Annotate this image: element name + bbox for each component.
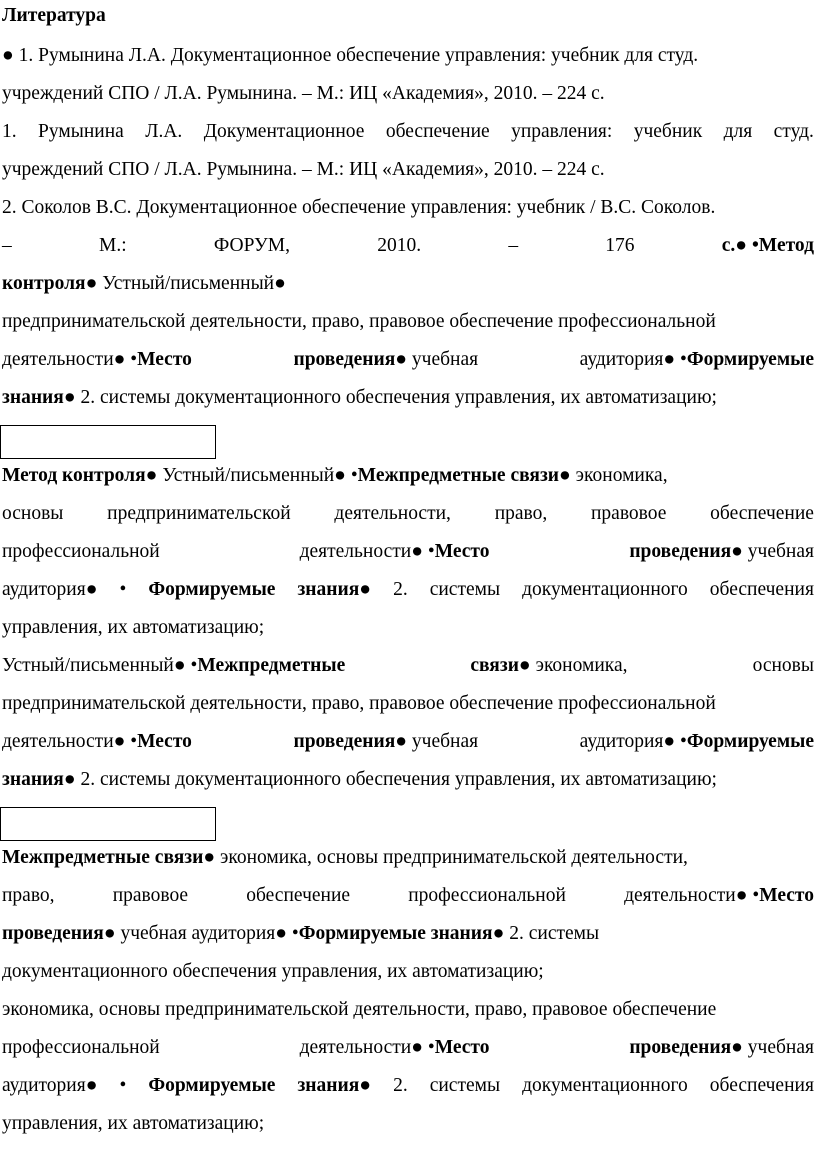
word: документационного: [522, 579, 688, 600]
text-segment: 176: [605, 235, 635, 256]
empty-field-box: [0, 425, 216, 459]
word: обеспечение: [710, 503, 814, 524]
word: обеспечение: [385, 121, 490, 142]
word: •: [119, 579, 127, 600]
text-segment: деятельности● •Место: [2, 349, 192, 370]
text-segment: проведения● учебная: [629, 541, 814, 562]
word: аудитория●: [2, 579, 98, 600]
word: 2.: [393, 579, 408, 600]
text-line: экономика, основы предпринимательской деятельности, право, правовое обеспечение: [2, 999, 717, 1020]
text-segment: связи● экономика,: [470, 655, 628, 676]
text-line: [2, 578, 814, 602]
text-line: [2, 730, 814, 754]
empty-field-box: [0, 807, 216, 841]
word: учебник: [633, 121, 703, 142]
word: •: [119, 1075, 127, 1096]
text-line: [2, 120, 814, 144]
word: знания●: [297, 1075, 372, 1096]
text-line: управления, их автоматизацию;: [2, 1113, 265, 1134]
text-segment: 2010.: [377, 235, 422, 256]
text-segment: правовое: [112, 885, 189, 906]
text-segment: проведения● учебная: [629, 1037, 814, 1058]
word: обеспечения: [709, 1075, 814, 1096]
text-segment: –: [2, 235, 12, 256]
word: правовое: [591, 503, 667, 524]
text-line: контроля● Устный/письменный●: [2, 273, 286, 294]
text-line: управления, их автоматизацию;: [2, 617, 265, 638]
text-segment: проведения● учебная: [293, 349, 479, 370]
word: Формируемые: [148, 579, 276, 600]
text-segment: –: [508, 235, 519, 256]
word: для: [723, 121, 753, 142]
word: обеспечения: [709, 579, 814, 600]
text-segment: профессиональной: [2, 541, 160, 562]
text-segment: деятельности● •Место: [299, 541, 490, 562]
text-segment: с.● •Метод: [721, 235, 814, 256]
word: 1.: [2, 121, 17, 142]
text-line: Межпредметные связи● экономика, основы предпринимательской деятельности,: [2, 847, 688, 868]
text-segment: деятельности● •Место: [2, 731, 192, 752]
text-segment: деятельности● •Место: [299, 1037, 490, 1058]
text-line: [2, 884, 814, 908]
text-segment: профессиональной: [2, 1037, 160, 1058]
word: документационного: [522, 1075, 688, 1096]
text-line: [2, 348, 814, 372]
text-segment: право,: [2, 885, 55, 906]
text-line: [2, 502, 814, 526]
text-segment: профессиональной: [408, 885, 566, 906]
word: системы: [429, 579, 501, 600]
text-line: документационного обеспечения управления, их автоматизацию;: [2, 961, 544, 982]
word: предпринимательской: [107, 503, 291, 524]
word: знания●: [297, 579, 372, 600]
text-segment: аудитория● •Формируемые: [579, 731, 814, 752]
word: основы: [2, 503, 64, 524]
word: управления:: [511, 121, 613, 142]
text-segment: аудитория● •Формируемые: [579, 349, 814, 370]
text-segment: основы: [752, 655, 814, 676]
text-line: 2. Соколов В.С. Документационное обеспечение управления: учебник / В.С. Соколов.: [2, 197, 716, 218]
text-line: [2, 654, 814, 678]
text-line: проведения● учебная аудитория● •Формируемые знания● 2. системы: [2, 923, 600, 944]
word: деятельности,: [334, 503, 451, 524]
text-segment: проведения● учебная: [293, 731, 479, 752]
word: Формируемые: [148, 1075, 276, 1096]
text-line: [2, 1074, 814, 1098]
text-line: учреждений СПО / Л.А. Румынина. – М.: ИЦ «Академия», 2010. – 224 с.: [2, 83, 605, 104]
word: Документационное: [203, 121, 365, 142]
text-segment: Устный/письменный● •Межпредметные: [2, 655, 346, 676]
text-line: знания● 2. системы документационного обеспечения управления, их автоматизацию;: [2, 769, 717, 790]
word: Л.А.: [145, 121, 183, 142]
word: аудитория●: [2, 1075, 98, 1096]
word: право,: [494, 503, 548, 524]
text-segment: ФОРУМ,: [213, 235, 290, 256]
text-line: предпринимательской деятельности, право, правовое обеспечение профессиональной: [2, 693, 716, 714]
word: Румынина: [38, 121, 124, 142]
text-line: ● 1. Румынина Л.А. Документационное обеспечение управления: учебник для студ.: [2, 45, 699, 66]
text-segment: обеспечение: [246, 885, 351, 906]
text-line: [2, 234, 814, 258]
section-heading: Литература: [2, 5, 106, 26]
text-line: знания● 2. системы документационного обеспечения управления, их автоматизацию;: [2, 387, 717, 408]
text-line: учреждений СПО / Л.А. Румынина. – М.: ИЦ «Академия», 2010. – 224 с.: [2, 159, 605, 180]
text-segment: деятельности● •Место: [624, 885, 814, 906]
text-line: предпринимательской деятельности, право, правовое обеспечение профессиональной: [2, 311, 716, 332]
text-line: Метод контроля● Устный/письменный● •Межпредметные связи● экономика,: [2, 465, 668, 486]
text-line: [2, 1036, 814, 1060]
word: системы: [429, 1075, 501, 1096]
text-segment: М.:: [98, 235, 127, 256]
word: 2.: [393, 1075, 408, 1096]
word: студ.: [773, 121, 814, 142]
text-line: [2, 540, 814, 564]
